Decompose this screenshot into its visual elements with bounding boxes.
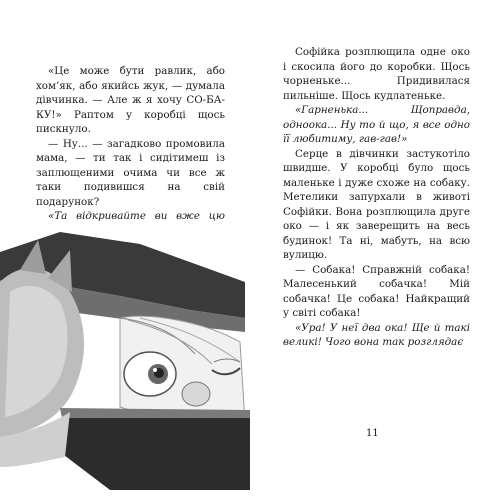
paragraph: Серце в дівчинки застукотіло швидше. У коробці було щось маленьке і дуже схоже на собаку. Метелики запурхали в животі Софійки. Вона розплющила друге око — і як заверещить на весь будинок! Та ні, мабуть, на всю вулицю.	[283, 147, 470, 261]
right-page-text	[283, 45, 470, 350]
paragraph: Софійка розплющила одне око і скосила його до коробки. Щось чорненьке... Придивилася пильніше. Щось кудлатеньке.	[283, 46, 470, 102]
page-number: 11	[366, 428, 379, 439]
paragraph: «Це може бути равлик, або хом’як, або якийсь жук, — думала дівчинка. — Але ж я хочу СО-БА-КУ!» Раптом у коробці щось пискнуло.	[36, 65, 225, 135]
paragraph-italic: «Гарненька... Щоправда, одноока... Ну то й що, я все одно її любитиму, гав-гав!»	[283, 104, 470, 145]
paragraph-italic: «Та відкривайте ви вже цю	[48, 210, 225, 222]
paragraph: — Ну... — загадково промовила мама, — ти так і сидітимеш із заплющеними очима чи все ж таки подивишся на свій подарунок?	[36, 137, 225, 208]
illustration	[0, 222, 250, 490]
paragraph-italic: «Ура! У неї два ока! Ще й такі великі! Чого вона так розглядає	[283, 321, 470, 348]
paragraph: — Собака! Справжній собака! Малесенький собачка! Мій собачка! Це собака! Найкращий у світі собака!	[283, 263, 470, 319]
